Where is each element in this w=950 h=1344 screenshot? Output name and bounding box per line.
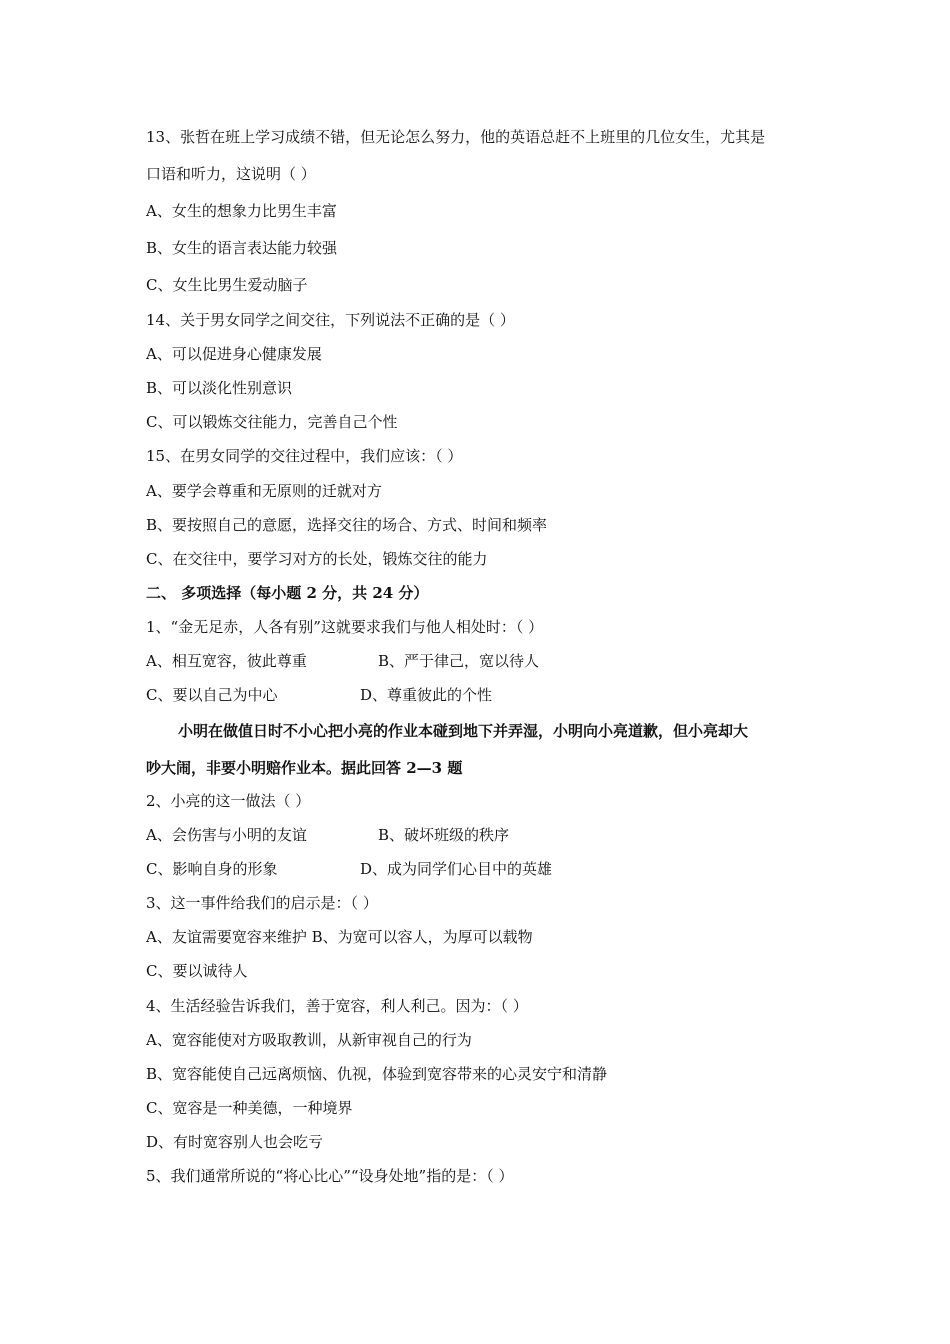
m1-options-row1	[146, 651, 540, 671]
q13-stem-line1: 13、张哲在班上学习成绩不错，但无论怎么努力，他的英语总赶不上班里的几位女生，尤其是	[146, 128, 766, 146]
m1-option-b: B、严于律己，宽以待人	[378, 652, 540, 670]
q14-option-c: C、可以锻炼交往能力，完善自己个性	[146, 413, 398, 431]
m2-option-b: B、破坏班级的秩序	[378, 826, 510, 844]
q15-option-b: B、要按照自己的意愿，选择交往的场合、方式、时间和频率	[146, 516, 548, 534]
passage-line2: 吵大闹，非要小明赔作业本。据此回答 2—3 题	[146, 759, 463, 777]
m2-options-row1	[146, 825, 510, 845]
q14-stem: 14、关于男女同学之间交往，下列说法不正确的是（ ）	[146, 311, 515, 329]
m5-stem: 5、我们通常所说的“将心比心”“设身处地”指的是：（ ）	[146, 1167, 514, 1185]
m2-option-c: C、影响自身的形象	[146, 860, 278, 878]
m1-option-a: A、相互宽容，彼此尊重	[146, 652, 307, 670]
m1-options-row2	[146, 685, 493, 705]
passage-line1: 小明在做值日时不小心把小亮的作业本碰到地下并弄湿，小明向小亮道歉，但小亮却大	[178, 722, 749, 740]
m3-options-ab: A、友谊需要宽容来维护 B、为宽可以容人，为厚可以载物	[146, 928, 533, 946]
m1-option-c: C、要以自己为中心	[146, 686, 278, 704]
m4-stem: 4、生活经验告诉我们，善于宽容，利人利己。因为：（ ）	[146, 997, 528, 1015]
m3-option-c: C、要以诚待人	[146, 962, 248, 980]
m4-option-a: A、宽容能使对方吸取教训，从新审视自己的行为	[146, 1031, 472, 1049]
m4-option-b: B、宽容能使自己远离烦恼、仇视，体验到宽容带来的心灵安宁和清静	[146, 1065, 608, 1083]
q13-option-a: A、女生的想象力比男生丰富	[146, 202, 337, 220]
m2-option-a: A、会伤害与小明的友谊	[146, 826, 307, 844]
m2-stem: 2、小亮的这一做法（ ）	[146, 792, 311, 810]
q13-stem-line2: 口语和听力，这说明（ ）	[146, 165, 316, 183]
q13-option-c: C、女生比男生爱动脑子	[146, 276, 308, 294]
q15-stem: 15、在男女同学的交往过程中，我们应该：（ ）	[146, 447, 463, 465]
m1-option-d: D、尊重彼此的个性	[360, 686, 493, 704]
m2-option-d: D、成为同学们心目中的英雄	[360, 860, 553, 878]
m1-stem: 1、“金无足赤，人各有别”这就要求我们与他人相处时：（ ）	[146, 618, 544, 636]
q14-option-b: B、可以淡化性别意识	[146, 379, 293, 397]
section-2-heading: 二、 多项选择（每小题 2 分，共 24 分）	[146, 584, 429, 602]
m2-options-row2	[146, 859, 553, 879]
q15-option-a: A、要学会尊重和无原则的迁就对方	[146, 482, 382, 500]
m4-option-d: D、有时宽容别人也会吃亏	[146, 1133, 324, 1151]
q13-option-b: B、女生的语言表达能力较强	[146, 239, 338, 257]
q14-option-a: A、可以促进身心健康发展	[146, 345, 322, 363]
m4-option-c: C、宽容是一种美德，一种境界	[146, 1099, 353, 1117]
q15-option-c: C、在交往中，要学习对方的长处，锻炼交往的能力	[146, 550, 488, 568]
m3-stem: 3、这一事件给我们的启示是：（ ）	[146, 894, 378, 912]
